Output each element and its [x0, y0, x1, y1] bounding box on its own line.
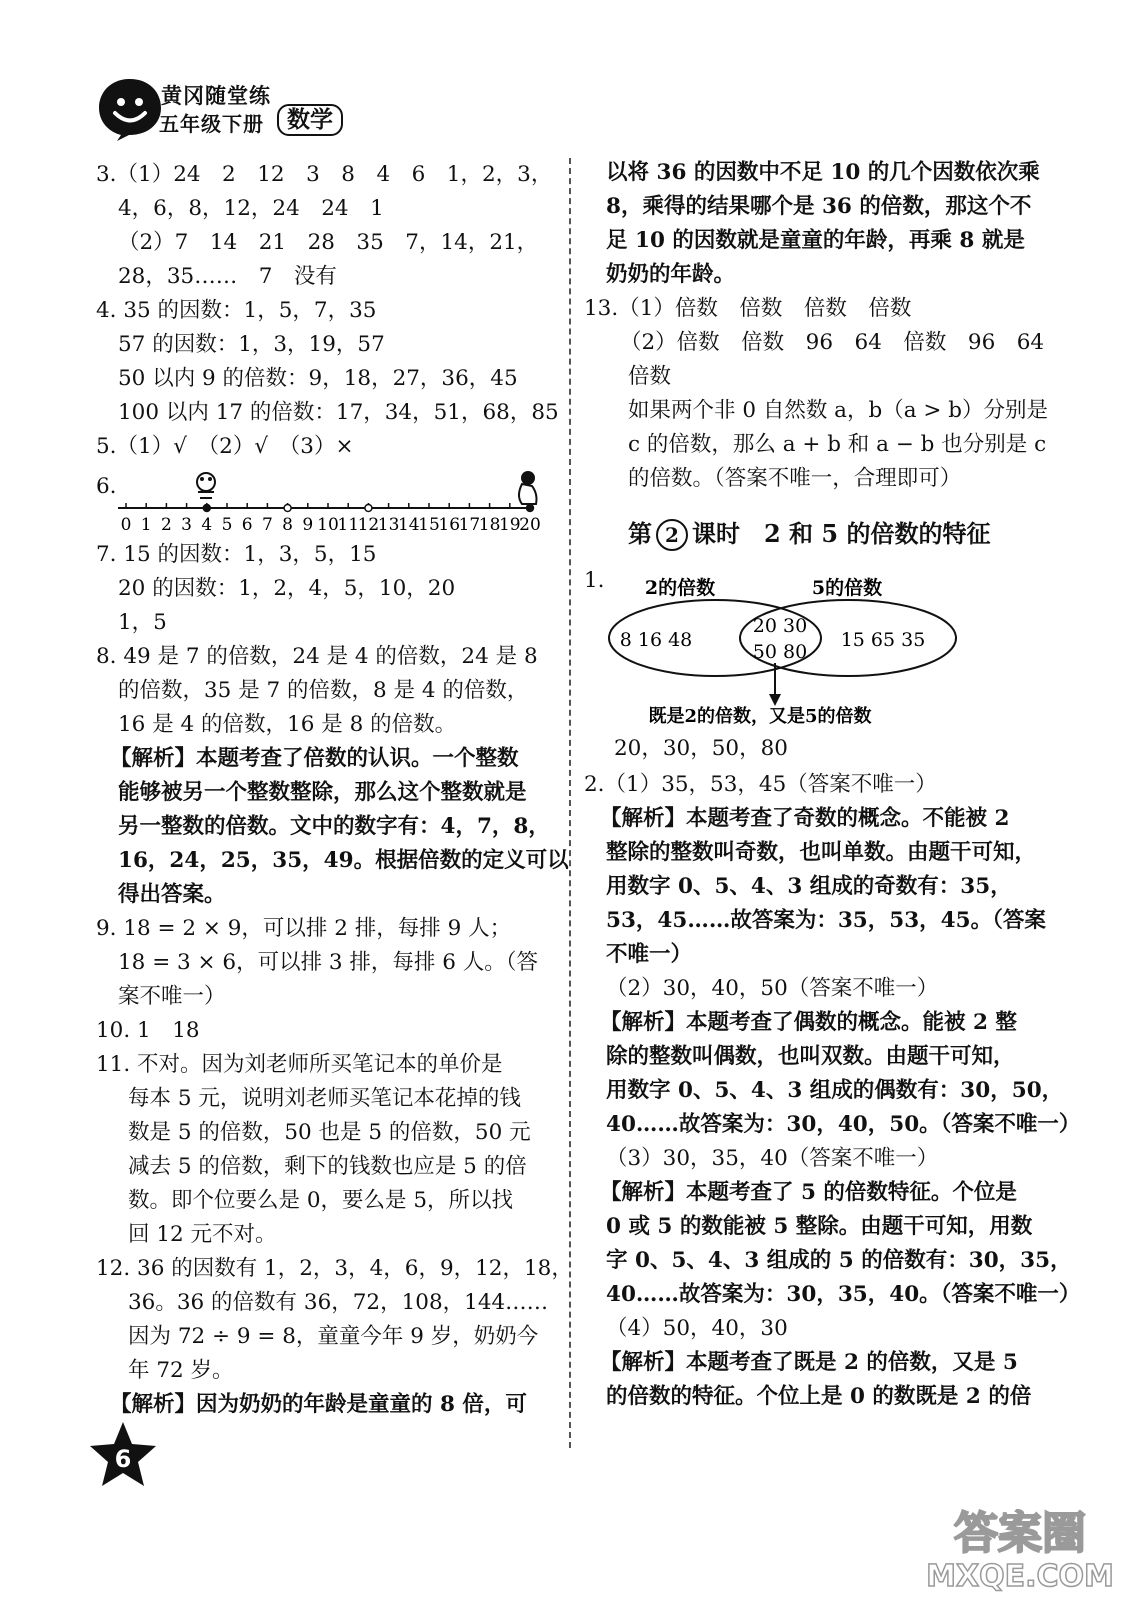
analysis-line: 【解析】本题考查了倍数的认识。一个整数	[110, 746, 519, 771]
number-line-label: 6	[241, 515, 253, 534]
text-line: 10. 1 18	[96, 1018, 200, 1043]
text-line: 1，5	[118, 610, 167, 635]
analysis-line: 【解析】本题考查了奇数的概念。不能被 2	[600, 806, 1010, 831]
number-line-label: 12	[357, 515, 380, 534]
analysis-line: 8，乘得的结果哪个是 36 的倍数，那这个不	[606, 194, 1032, 219]
analysis-line: 以将 36 的因数中不足 10 的几个因数依次乘	[606, 160, 1040, 185]
grade-label: 五年级下册	[159, 112, 264, 136]
arrow-down-icon	[769, 694, 781, 706]
analysis-line: 【解析】本题考查了偶数的概念。能被 2 整	[600, 1010, 1017, 1035]
text-line: 7. 15 的因数：1，3，5，15	[96, 542, 377, 567]
text-line: 28，35…… 7 没有	[118, 264, 337, 289]
watermark-logo	[925, 1498, 1115, 1596]
page-number: 6	[114, 1445, 132, 1473]
analysis-line: 能够被另一个整数整除，那么这个整数就是	[118, 780, 527, 805]
analysis-line: 另一整数的倍数。文中的数字有：4，7，8，	[118, 814, 550, 839]
text-line: （2）倍数 倍数 96 64 倍数 96 64	[620, 330, 1045, 355]
text-line: 的倍数，35 是 7 的倍数，8 是 4 的倍数，	[118, 678, 529, 703]
analysis-line: 【解析】因为奶奶的年龄是童童的 8 倍，可	[110, 1392, 527, 1417]
number-line-label: 1	[140, 515, 152, 534]
smiley-logo-icon	[95, 76, 165, 142]
text-line: 倍数	[628, 364, 672, 389]
text-line: 1.	[584, 568, 605, 593]
text-line: c 的倍数，那么 a + b 和 a − b 也分别是 c	[628, 432, 1047, 457]
text-line: 每本 5 元，说明刘老师买笔记本花掉的钱	[128, 1086, 521, 1111]
frog-icon	[197, 473, 215, 498]
header	[95, 76, 365, 142]
text-line: 18 = 3 × 6，可以排 3 排，每排 6 人。（答	[118, 950, 539, 975]
number-line-label: 9	[302, 515, 314, 534]
number-line-label: 10	[317, 515, 339, 534]
number-line-label: 0	[120, 515, 132, 534]
analysis-line: 用数字 0、5、4、3 组成的偶数有：30，50，	[606, 1078, 1064, 1103]
analysis-line: 整除的整数叫奇数，也叫单数。由题干可知，	[606, 840, 1037, 865]
number-line-mark	[203, 505, 210, 512]
text-line: 6.	[96, 474, 117, 499]
venn-arrow-label: 既是2的倍数，又是5的倍数	[648, 706, 872, 727]
text-line: （4）50，40，30	[606, 1316, 788, 1341]
number-line-label: 19	[498, 515, 521, 534]
text-line: 回 12 元不对。	[128, 1222, 277, 1247]
number-line-label: 2	[160, 515, 172, 534]
number-line-label: 5	[221, 515, 233, 534]
lesson-title	[628, 514, 990, 551]
text-line: 8. 49 是 7 的倍数，24 是 4 的倍数，24 是 8	[96, 644, 538, 669]
number-line-label: 8	[282, 515, 294, 534]
number-line-label: 15	[418, 515, 440, 534]
venn-left-values: 8 16 48	[619, 629, 693, 651]
venn-right-values: 15 65 35	[840, 629, 926, 651]
watermark-text: 答案圈	[954, 1508, 1086, 1559]
kangaroo-icon	[519, 471, 537, 504]
venn-left-label: 2的倍数	[644, 577, 716, 599]
page-number-star	[88, 1420, 158, 1490]
number-line-label: 7	[261, 515, 273, 534]
number-line-label: 18	[478, 515, 501, 534]
text-line: 20，30，50，80	[614, 736, 788, 761]
analysis-line: 0 或 5 的数能被 5 整除。由题干可知，用数	[606, 1214, 1033, 1239]
text-line: 年 72 岁。	[128, 1358, 234, 1383]
text-line: 57 的因数：1，3，19，57	[118, 332, 385, 357]
text-line: 5.（1）√ （2）√ （3）×	[96, 434, 354, 459]
text-line: 如果两个非 0 自然数 a，b（a > b）分别是	[628, 398, 1049, 423]
text-line: 4. 35 的因数：1，5，7，35	[96, 298, 377, 323]
number-line	[118, 468, 548, 534]
text-line: 100 以内 17 的倍数：17，34，51，68，85	[118, 400, 559, 425]
subject-badge: 数学	[277, 104, 343, 136]
analysis-line: 得出答案。	[118, 882, 226, 907]
text-line: 4，6，8，12，24 24 1	[118, 196, 384, 221]
analysis-line: 【解析】本题考查了 5 的倍数特征。个位是	[600, 1180, 1017, 1205]
lesson-name: 课时 2 和 5 的倍数的特征	[692, 519, 991, 548]
venn-right-label: 5的倍数	[811, 577, 883, 599]
venn-center-bottom: 50 80	[752, 641, 808, 663]
text-line: 因为 72 ÷ 9 = 8，童童今年 9 岁，奶奶今	[128, 1324, 539, 1349]
number-line-label: 13	[377, 515, 400, 534]
text-line: （3）30，35，40（答案不唯一）	[606, 1146, 939, 1171]
analysis-line: 字 0、5、4、3 组成的 5 的倍数有：30，35，	[606, 1248, 1072, 1273]
number-line-label: 20	[519, 515, 541, 534]
analysis-line: 不唯一）	[606, 942, 693, 967]
number-line-mark	[284, 505, 291, 512]
text-line: 3.（1）24 2 12 3 8 4 6 1，2，3，	[96, 162, 553, 187]
text-line: 9. 18 = 2 × 9，可以排 2 排，每排 9 人；	[96, 916, 512, 941]
text-line: 12. 36 的因数有 1，2，3，4，6，9，12，18，	[96, 1256, 573, 1281]
text-line: 案不唯一）	[118, 984, 226, 1009]
lesson-prefix: 第	[628, 519, 652, 548]
lesson-number: 2	[656, 519, 688, 551]
number-line-label: 11	[337, 515, 360, 534]
text-line: 11. 不对。因为刘老师所买笔记本的单价是	[96, 1052, 503, 1077]
text-line: 16 是 4 的倍数，16 是 8 的倍数。	[118, 712, 457, 737]
analysis-line: 的倍数的特征。个位上是 0 的数既是 2 的倍	[606, 1384, 1032, 1409]
text-line: 2.（1）35，53，45（答案不唯一）	[584, 772, 937, 797]
analysis-line: 40……故答案为：30，40，50。（答案不唯一）	[606, 1112, 1081, 1137]
column-divider	[569, 158, 571, 1448]
analysis-line: 【解析】本题考查了既是 2 的倍数，又是 5	[600, 1350, 1018, 1375]
text-line: （2）30，40，50（答案不唯一）	[606, 976, 939, 1001]
text-line: 数。即个位要么是 0，要么是 5，所以找	[128, 1188, 514, 1213]
text-line: 20 的因数：1，2，4，5，10，20	[118, 576, 456, 601]
number-line-mark	[365, 505, 372, 512]
text-line: 50 以内 9 的倍数：9，18，27，36，45	[118, 366, 518, 391]
number-line-label: 3	[181, 515, 193, 534]
watermark-url: MXQE.COM	[926, 1559, 1114, 1594]
venn-diagram	[600, 568, 960, 733]
text-line: （2）7 14 21 28 35 7，14，21，	[118, 230, 539, 255]
analysis-line: 奶奶的年龄。	[606, 262, 736, 287]
text-line: 13.（1）倍数 倍数 倍数 倍数	[584, 296, 912, 321]
analysis-line: 53，45……故答案为：35，53，45。（答案	[606, 908, 1046, 933]
analysis-line: 足 10 的因数就是童童的年龄，再乘 8 就是	[606, 228, 1025, 253]
analysis-line: 16，24，25，35，49。根据倍数的定义可以	[118, 848, 569, 873]
brand-title: 黄冈随堂练	[161, 83, 271, 108]
text-line: 的倍数。（答案不唯一，合理即可）	[628, 466, 962, 491]
analysis-line: 用数字 0、5、4、3 组成的奇数有：35，	[606, 874, 1012, 899]
number-line-label: 4	[201, 515, 213, 534]
number-line-label: 14	[397, 515, 420, 534]
venn-center-top: 20 30	[752, 615, 808, 637]
analysis-line: 除的整数叫偶数，也叫双数。由题干可知，	[606, 1044, 1015, 1069]
number-line-mark	[527, 505, 534, 512]
text-line: 数是 5 的倍数，50 也是 5 的倍数，50 元	[128, 1120, 531, 1145]
number-line-label: 17	[458, 515, 481, 534]
number-line-label: 16	[438, 515, 461, 534]
analysis-line: 40……故答案为：30，35，40。（答案不唯一）	[606, 1282, 1081, 1307]
text-line: 减去 5 的倍数，剩下的钱数也应是 5 的倍	[128, 1154, 527, 1179]
text-line: 36。36 的倍数有 36，72，108，144……	[128, 1290, 549, 1315]
